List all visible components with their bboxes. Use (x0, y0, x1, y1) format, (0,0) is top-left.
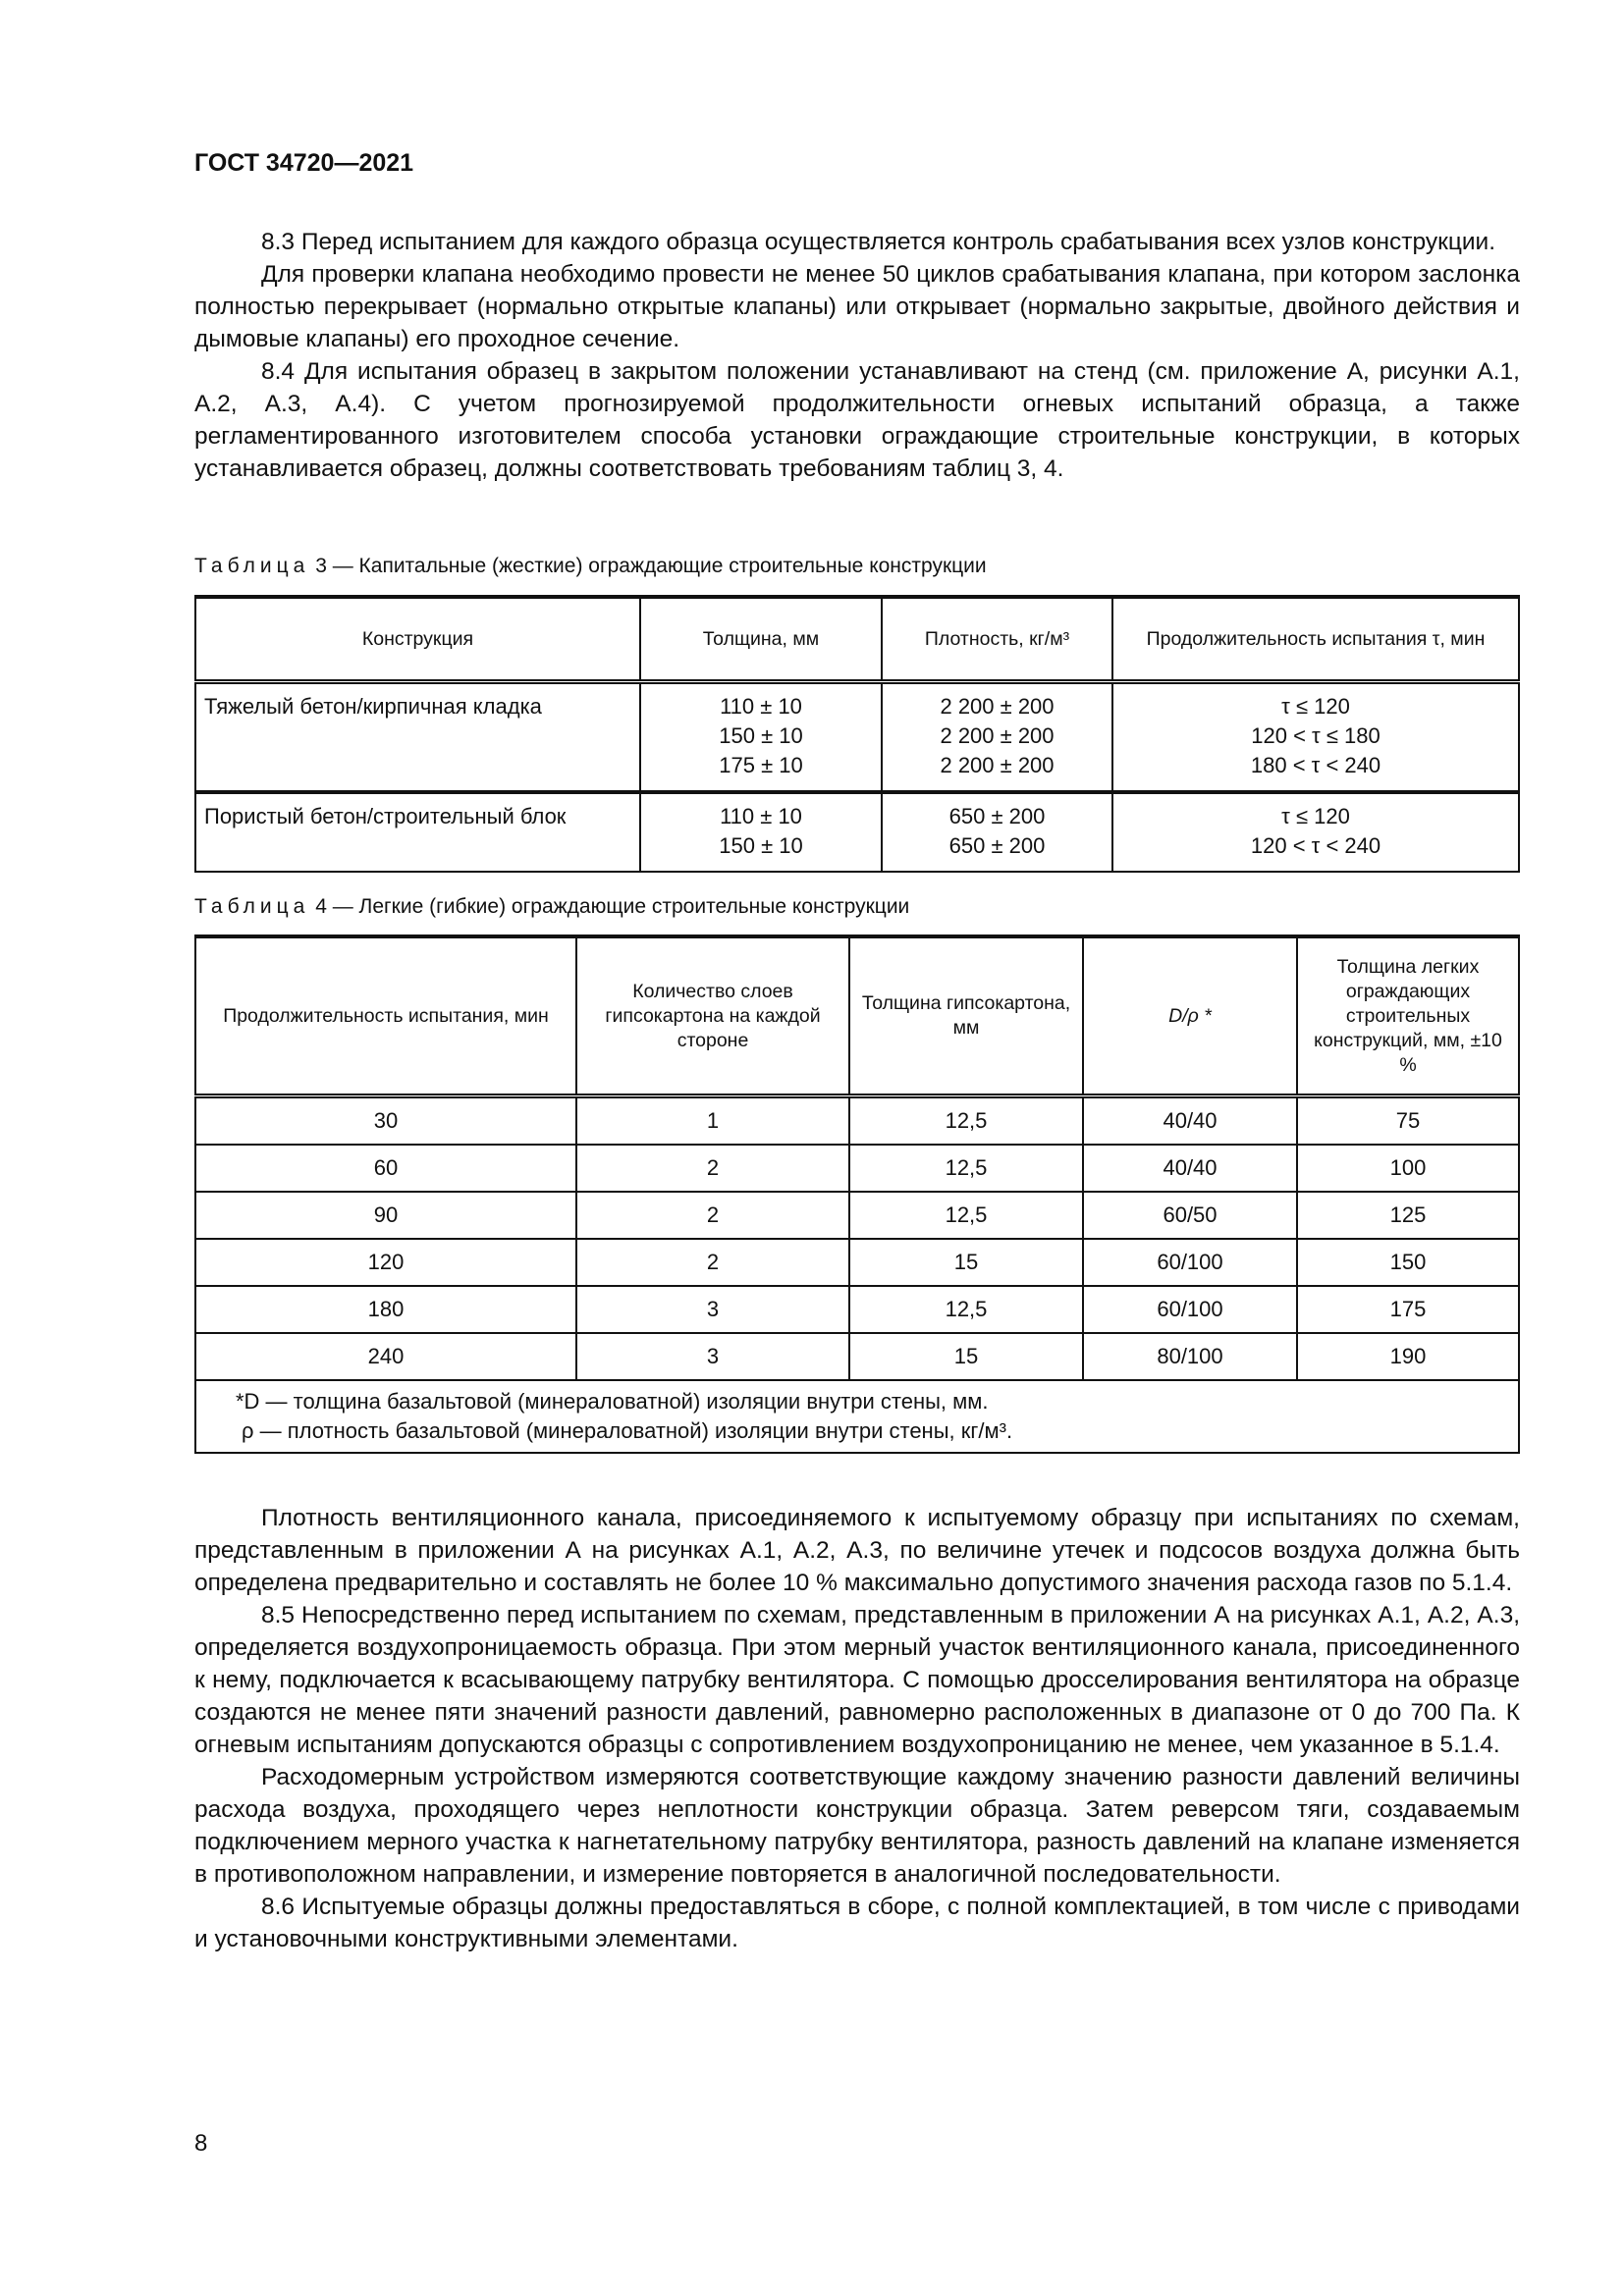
document-header: ГОСТ 34720—2021 (194, 149, 414, 177)
cell: 90 (195, 1192, 576, 1239)
cell: 15 (849, 1239, 1083, 1286)
cell: 80/100 (1083, 1333, 1297, 1380)
table-row (195, 1145, 1519, 1192)
cell: Тяжелый бетон/кирпичная кладка (195, 682, 640, 793)
value: 2 200 ± 200 (940, 753, 1055, 777)
value: 150 ± 10 (719, 833, 803, 858)
footnote: ρ — плотность базальтовой (минераловатной) изоляции внутри стены, кг/м³. (242, 1418, 1013, 1443)
cell: 60/100 (1083, 1286, 1297, 1333)
table4-caption (194, 895, 909, 919)
cell: 175 (1297, 1286, 1519, 1333)
value: 110 ± 10 (720, 694, 802, 719)
top-text (194, 226, 1520, 485)
cell: 120 (195, 1239, 576, 1286)
cell (882, 682, 1112, 793)
cell: 12,5 (849, 1145, 1083, 1192)
col-header: D/ρ * (1083, 936, 1297, 1096)
col-header: Толщина, мм (640, 597, 882, 682)
cell: 60/100 (1083, 1239, 1297, 1286)
cell (1112, 682, 1519, 793)
paragraph: 8.4 Для испытания образец в закрытом положении устанавливают на стенд (см. приложение А, рисунки А.1, А.2, А.3, А.4). С учетом прогнозируемой продолжительности огневых испытаний образца, а также регламентированного изготовителем способа установки ограждающие строительные конструкции, в которых устанавливается образец, должны соответствовать требованиям таблиц 3, 4. (194, 358, 1520, 482)
cell: 12,5 (849, 1096, 1083, 1146)
table-3 (194, 595, 1520, 873)
cell: 30 (195, 1096, 576, 1146)
value: 110 ± 10 (720, 804, 802, 828)
paragraph: Плотность вентиляционного канала, присоединяемого к испытуемому образцу при испытаниях по схемам, представленным в приложении А на рисунках А.1, А.2, А.3, по величине утечек и подсосов воздуха должна быть определена предварительно и составлять не более 10 % максимально допустимого значения расхода газов по 5.1.4. (194, 1505, 1520, 1596)
page-number: 8 (194, 2130, 208, 2157)
value: 650 ± 200 (948, 833, 1046, 858)
value: 2 200 ± 200 (940, 723, 1055, 748)
cell: 15 (849, 1333, 1083, 1380)
cell (882, 792, 1112, 872)
table-caption-text: 3 — Капитальные (жесткие) ограждающие строительные конструкции (315, 555, 987, 577)
col-header: Плотность, кг/м³ (882, 597, 1112, 682)
table-row (195, 1096, 1519, 1146)
cell: 125 (1297, 1192, 1519, 1239)
cell: 240 (195, 1333, 576, 1380)
cell (1112, 792, 1519, 872)
cell: Пористый бетон/строительный блок (195, 792, 640, 872)
col-header: Количество слоев гипсокартона на каждой стороне (576, 936, 849, 1096)
cell: 100 (1297, 1145, 1519, 1192)
table-row (195, 792, 1519, 872)
value: 650 ± 200 (948, 804, 1046, 828)
footnote: *D — толщина базальтовой (минераловатной) изоляции внутри стены, мм. (236, 1389, 989, 1414)
col-header: Толщина легких ограждающих строительных конструкций, мм, ±10 % (1297, 936, 1519, 1096)
value: τ ≤ 120 (1281, 804, 1350, 828)
paragraph: Расходомерным устройством измеряются соответствующие каждому значению разности давлений величины расхода воздуха, проходящего через неплотности конструкции образца. Затем реверсом тяги, создаваемым подключением мерного участка к нагнетательному патрубку вентилятора, разность давлений на клапане изменяется в противоположном направлении, и измерение повторяется в аналогичной последовательности. (194, 1764, 1520, 1888)
cell: 60 (195, 1145, 576, 1192)
cell: 3 (576, 1333, 849, 1380)
value: 175 ± 10 (719, 753, 803, 777)
value: 120 < τ ≤ 180 (1251, 723, 1380, 748)
value: τ ≤ 120 (1281, 694, 1350, 719)
table-caption-text: 4 — Легкие (гибкие) ограждающие строительные конструкции (315, 895, 910, 918)
cell: 40/40 (1083, 1096, 1297, 1146)
table-row (195, 1333, 1519, 1380)
col-header: Конструкция (195, 597, 640, 682)
col-header: Толщина гипсокартона, мм (849, 936, 1083, 1096)
cell: 12,5 (849, 1286, 1083, 1333)
table-4 (194, 934, 1520, 1454)
table-row (195, 1239, 1519, 1286)
bottom-text (194, 1502, 1520, 1955)
table-row (195, 1286, 1519, 1333)
table-label: Таблица (194, 895, 310, 918)
table-label: Таблица (194, 555, 310, 577)
table-row (195, 1192, 1519, 1239)
cell: 2 (576, 1192, 849, 1239)
cell (640, 792, 882, 872)
cell: 150 (1297, 1239, 1519, 1286)
paragraph: 8.6 Испытуемые образцы должны предоставляться в сборе, с полной комплектацией, в том числе с приводами и установочными конструктивными элементами. (194, 1894, 1520, 1952)
cell: 2 (576, 1239, 849, 1286)
paragraph: Для проверки клапана необходимо провести не менее 50 циклов срабатывания клапана, при котором заслонка полностью перекрывает (нормально открытые клапаны) или открывает (нормально закрытые, двойного действия и дымовые клапаны) его проходное сечение. (194, 261, 1520, 352)
cell: 3 (576, 1286, 849, 1333)
cell: 60/50 (1083, 1192, 1297, 1239)
value: 180 < τ < 240 (1250, 753, 1381, 777)
cell: 190 (1297, 1333, 1519, 1380)
table3-caption (194, 555, 987, 578)
col-header: Продолжительность испытания τ, мин (1112, 597, 1519, 682)
table-footnotes (195, 1380, 1519, 1453)
cell (640, 682, 882, 793)
paragraph: 8.3 Перед испытанием для каждого образца осуществляется контроль срабатывания всех узлов конструкции. (261, 229, 1496, 255)
cell: 40/40 (1083, 1145, 1297, 1192)
cell: 1 (576, 1096, 849, 1146)
col-header: Продолжительность испытания, мин (195, 936, 576, 1096)
value: 150 ± 10 (719, 723, 803, 748)
value: 120 < τ < 240 (1250, 833, 1381, 858)
value: 2 200 ± 200 (940, 694, 1055, 719)
cell: 75 (1297, 1096, 1519, 1146)
cell: 180 (195, 1286, 576, 1333)
paragraph: 8.5 Непосредственно перед испытанием по схемам, представленным в приложении А на рисунках А.1, А.2, А.3, определяется воздухопроницаемость образца. При этом мерный участок вентиляционного канала, присоединенного к нему, подключается к всасывающему патрубку вентилятора. С помощью дросселирования вентилятора на образце создаются не менее пяти значений разности давлений, равномерно расположенных в диапазоне от 0 до 700 Па. К огневым испытаниям допускаются образцы с сопротивлением воздухопроницанию не менее, чем указанное в 5.1.4. (194, 1602, 1520, 1758)
cell: 2 (576, 1145, 849, 1192)
table-row (195, 682, 1519, 793)
cell: 12,5 (849, 1192, 1083, 1239)
